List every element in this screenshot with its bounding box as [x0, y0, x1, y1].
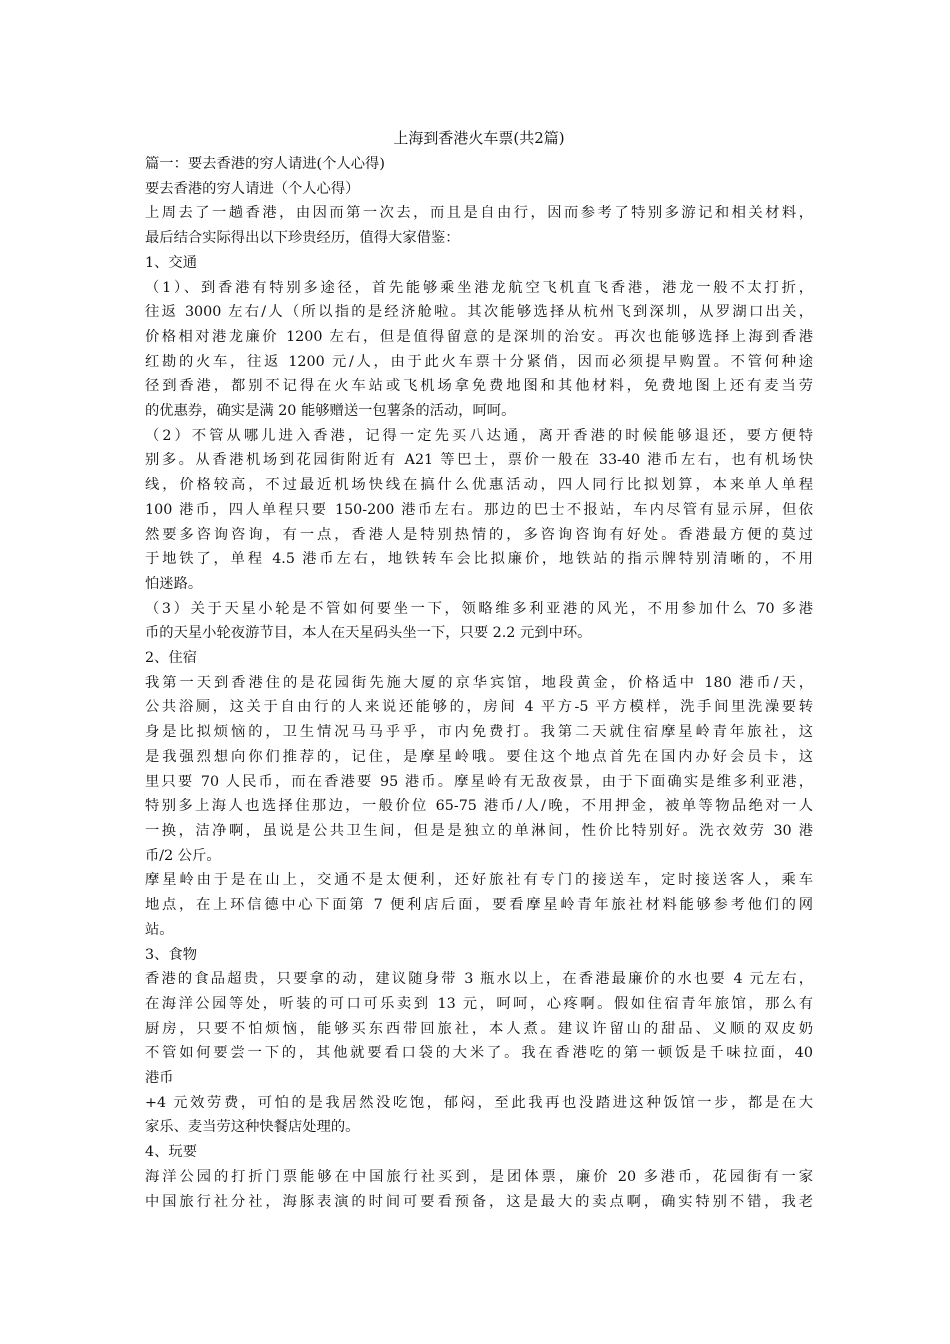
text-line: 不管如何要尝一下的，其他就要看口袋的大米了。我在香港吃的第一顿饭是千味拉面，40: [145, 1045, 813, 1062]
text-line: 的优惠券，确实是满 20 能够赠送一包薯条的活动，呵呵。: [145, 403, 516, 420]
text-line: 海洋公园的打折门票能够在中国旅行社买到，是团体票，廉价 20 多港币，花园街有一家: [145, 1168, 813, 1185]
text-line: 香港的食品超贵，只要拿的动，建议随身带 3 瓶水以上，在香港最廉价的水也要 4 元左右，: [145, 971, 813, 988]
text-line: 币/2 公斤。: [145, 847, 221, 864]
text-line: 最后结合实际得出以下珍贵经历，值得大家借鉴：: [145, 230, 460, 247]
text-line: 币的天星小轮夜游节目，本人在天星码头坐一下，只要 2.2 元到中环。: [145, 625, 592, 642]
text-line: 于地铁了，单程 4.5 港币左右，地铁转车会比拟廉价，地铁站的指示牌特别清晰的，不用: [145, 551, 813, 568]
text-line: 要去香港的穷人请进（个人心得）: [145, 180, 360, 197]
text-line: 中国旅行社分社，海豚表演的时间可要看预备，这是最大的卖点啊，确实特别不错，我老: [145, 1193, 813, 1210]
text-line: 篇一：要去香港的穷人请进(个人心得): [145, 156, 385, 172]
text-line: 4、玩要: [145, 1144, 197, 1161]
text-line: 我第一天到香港住的是花园街先施大厦的京华宾馆，地段黄金，价格适中 180 港币/天，: [145, 674, 813, 691]
text-line: （1）、到香港有特别多途径，首先能够乘坐港龙航空飞机直飞香港，港龙一般不太打折，: [145, 279, 813, 296]
text-line: 往返 3000 左右/人（所以指的是经济舱啦。其次能够选择从杭州飞到深圳，从罗湖口出关，: [145, 304, 813, 321]
text-line: 家乐、麦当劳这种快餐店处理的。: [145, 1119, 360, 1136]
text-line: 线，价格较高，不过最近机场快线在搞什么优惠活动，四人同行比拟划算，本来单人单程: [145, 477, 813, 494]
text-line: 特别多上海人也选择住那边，一般价位 65-75 港币/人/晚，不用押金，被单等物品绝对一人: [145, 798, 813, 815]
text-line: 在海洋公园等处，听装的可口可乐卖到 13 元，呵呵，心疼啊。假如住宿青年旅馆，那么有: [145, 995, 813, 1012]
text-line: （3）关于天星小轮是不管如何要坐一下，领略维多利亚港的风光，不用参加什么 70 多港: [145, 600, 813, 617]
text-line: 然要多咨询咨询，有一点，香港人是特别热情的，多咨询咨询有好处。香港最方便的莫过: [145, 526, 813, 543]
text-line: 价格相对港龙廉价 1200 左右，但是值得留意的是深圳的治安。再次也能够选择上海到香港: [145, 328, 813, 345]
text-line: （2）不管从哪儿进入香港，记得一定先买八达通，离开香港的时候能够退还，要方便特: [145, 427, 813, 444]
text-line: 100 港币，四人单程只要 150-200 港币左右。那边的巴士不报站，车内尽管有显示屏，但依: [145, 501, 813, 518]
text-line: 1、交通: [145, 254, 197, 271]
text-line: 站。: [145, 921, 174, 938]
text-line: 公共浴厕，这关于自由行的人来说还能够的，房间 4 平方-5 平方模样，洗手间里洗澡要转: [145, 699, 813, 716]
text-line: 2、住宿: [145, 650, 197, 667]
text-line: 径到香港，都别不记得在火车站或飞机场拿免费地图和其他材料，免费地图上还有麦当劳: [145, 378, 813, 395]
text-line: 港币: [145, 1070, 174, 1087]
text-line: 红勘的火车，往返 1200 元/人，由于此火车票十分紧俏，因而必须提早购置。不管何种途: [145, 353, 813, 370]
text-line: 里只要 70 人民币，而在香港要 95 港币。摩星岭有无敌夜景，由于下面确实是维多利亚港，: [145, 773, 813, 790]
document-title: 上海到香港火车票(共2篇): [393, 129, 565, 147]
document-body: [145, 152, 813, 1214]
text-line: 身是比拟烦恼的，卫生情况马马乎乎，市内免费打。我第二天就住宿摩星岭青年旅社，这: [145, 724, 813, 741]
text-line: 是我强烈想向你们推荐的，记住，是摩星岭哦。要住这个地点首先在国内办好会员卡，这: [145, 748, 813, 765]
text-line: 地点，在上环信德中心下面第 7 便利店后面，要看摩星岭青年旅社材料能够参考他们的网: [145, 897, 813, 914]
text-line: 上周去了一趟香港，由因而第一次去，而且是自由行，因而参考了特别多游记和相关材料，: [145, 205, 813, 222]
text-line: 3、食物: [145, 946, 197, 963]
text-line: 一换，洁净啊，虽说是公共卫生间，但是是独立的单淋间，性价比特别好。洗衣效劳 30 港: [145, 822, 813, 839]
document-page: [145, 126, 813, 1214]
text-line: 厨房，只要不怕烦恼，能够买东西带回旅社，本人煮。建议许留山的甜品、义顺的双皮奶: [145, 1020, 813, 1037]
text-line: 怕迷路。: [145, 575, 203, 592]
text-line: 摩星岭由于是在山上，交通不是太便利，还好旅社有专门的接送车，定时接送客人，乘车: [145, 872, 813, 889]
text-line: +4 元效劳费，可怕的是我居然没吃饱，郁闷，至此我再也没踏进这种饭馆一步，都是在大: [145, 1094, 813, 1111]
text-line: 别多。从香港机场到花园街附近有 A21 等巴士，票价一般在 33-40 港币左右，也有机场快: [145, 452, 813, 469]
